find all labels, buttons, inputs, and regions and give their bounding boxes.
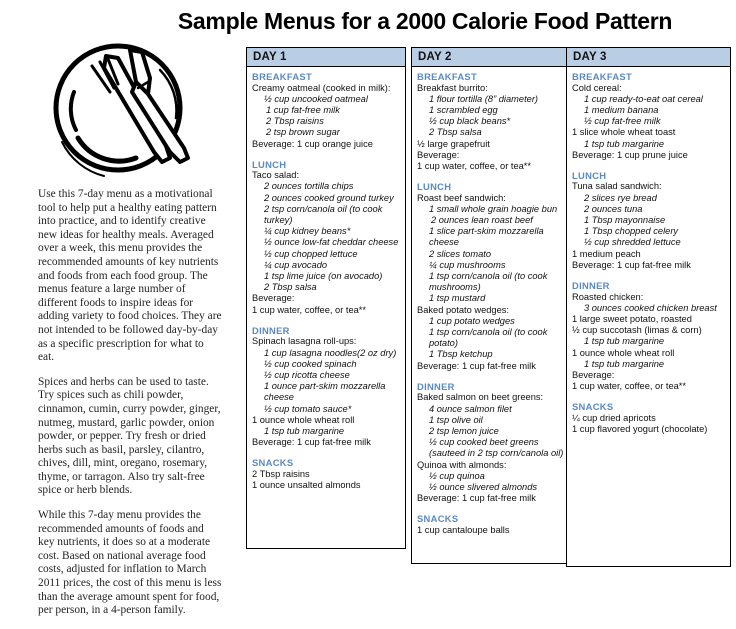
menu-line: ¼ cup avocado bbox=[264, 259, 328, 270]
meal-label-dinner: DINNER bbox=[252, 324, 290, 336]
menu-line: 1 medium peach bbox=[572, 248, 641, 259]
day-column-3 bbox=[566, 47, 731, 567]
menu-line: 4 ounce salmon filet bbox=[429, 403, 512, 414]
meal-label-snacks: SNACKS bbox=[417, 513, 459, 525]
menu-line: 1 large sweet potato, roasted bbox=[572, 313, 692, 324]
menu-line: 1 Tbsp ketchup bbox=[429, 349, 493, 360]
menu-line: 1 tsp olive oil bbox=[429, 414, 483, 425]
menu-line: Roasted chicken: bbox=[572, 291, 644, 302]
menu-line: Quinoa with almonds: bbox=[417, 459, 507, 470]
menu-line: Tuna salad sandwich: bbox=[572, 181, 662, 192]
menu-line: Spinach lasagna roll-ups: bbox=[252, 336, 357, 347]
menu-line: 2 ounces lean roast beef bbox=[431, 215, 533, 226]
intro-paragraph-1: Use this 7-day menu as a motivational tool to help put a healthy eating pattern into practice, and to identify creative new ideas for healthy meals. Averaged over a week, this menu provides the recommended amounts of key nutrients and foods from each food group. The menus feature a large number of different foods to inspire ideas for adding variety to food choices. They are not intended to be followed day-by-day as a specific prescription for what to eat. bbox=[38, 188, 222, 364]
menu-line: Beverage: bbox=[417, 149, 460, 160]
menu-line: (sauteed in 2 tsp corn/canola oil) bbox=[429, 448, 564, 459]
menu-line: 2 tsp lemon juice bbox=[429, 425, 499, 436]
menu-line: ¼ cup mushrooms bbox=[429, 259, 506, 270]
menu-line: 2 Tbsp salsa bbox=[264, 282, 317, 293]
menu-line: Beverage: 1 cup orange juice bbox=[252, 138, 373, 149]
menu-line: Beverage: 1 cup fat-free milk bbox=[252, 437, 371, 448]
menu-line: 2 Tbsp salsa bbox=[429, 127, 482, 138]
menu-line: 1 cup fat-free milk bbox=[266, 104, 340, 115]
menu-line: Breakfast burrito: bbox=[417, 82, 488, 93]
menu-line: 1 medium banana bbox=[584, 104, 659, 115]
menu-line: 2 slices rye bread bbox=[584, 192, 657, 203]
day-body-3 bbox=[566, 67, 731, 567]
menu-line: 1 scrambled egg bbox=[429, 104, 498, 115]
menu-line: 2 Tbsp raisins bbox=[252, 468, 310, 479]
menu-line: ½ ounce low-fat cheddar cheese bbox=[264, 237, 399, 248]
menu-line: Taco salad: bbox=[252, 170, 300, 181]
menu-line: ¼ cup kidney beans* bbox=[264, 226, 351, 237]
menu-line: 2 ounces tuna bbox=[584, 203, 643, 214]
menu-line: 2 ounces cooked ground turkey bbox=[264, 192, 394, 203]
day-column-1 bbox=[246, 47, 406, 549]
menu-line: 1 cup potato wedges bbox=[429, 315, 515, 326]
menu-line: ¼ cup dried apricots bbox=[572, 412, 656, 423]
menu-line: ½ cup shredded lettuce bbox=[584, 237, 681, 248]
menu-line: ½ cup quinoa bbox=[429, 470, 485, 481]
menu-line: Baked salmon on beet greens: bbox=[417, 392, 544, 403]
meal-label-snacks: SNACKS bbox=[572, 401, 614, 413]
menu-line: Baked potato wedges: bbox=[417, 304, 510, 315]
menu-line: 1 tsp corn/canola oil (to cook mushrooms) bbox=[429, 271, 548, 293]
menu-line: 2 tsp corn/canola oil (to cook turkey) bbox=[264, 203, 383, 226]
menu-line: Creamy oatmeal (cooked in milk): bbox=[252, 82, 391, 93]
menu-line: ½ cup black beans* bbox=[429, 116, 511, 127]
menu-line: 1 cup water, coffee, or tea** bbox=[417, 160, 532, 171]
menu-line: 1 ounce part-skim mozzarella cheese bbox=[264, 381, 386, 403]
menu-line: 1 cup flavored yogurt (chocolate) bbox=[572, 424, 708, 435]
day-header-3: DAY 3 bbox=[566, 47, 731, 67]
menu-line: Beverage: 1 cup prune juice bbox=[572, 149, 688, 160]
menu-line: 1 tsp lime juice (on avocado) bbox=[264, 271, 383, 282]
meal-label-lunch: LUNCH bbox=[417, 181, 452, 193]
day-header-2: DAY 2 bbox=[411, 47, 571, 67]
page-title: Sample Menus for a 2000 Calorie Food Pattern bbox=[177, 8, 673, 34]
menu-line: 2 tsp brown sugar bbox=[266, 127, 340, 138]
menu-line: 1 cup cantaloupe balls bbox=[417, 524, 510, 535]
meal-label-breakfast: BREAKFAST bbox=[417, 71, 477, 82]
menu-line: Beverage: 1 cup fat-free milk bbox=[417, 493, 536, 504]
intro-text bbox=[8, 188, 236, 618]
menu-line: 1 Tbsp mayonnaise bbox=[584, 215, 666, 226]
menu-line: 1 slice whole wheat toast bbox=[572, 127, 676, 138]
meal-label-breakfast: BREAKFAST bbox=[572, 71, 632, 82]
plate-fork-knife-icon bbox=[18, 30, 226, 180]
menu-line: ½ cup fat-free milk bbox=[584, 116, 661, 127]
menu-line: 1 ounce whole wheat roll bbox=[252, 414, 355, 425]
menu-line: 1 tsp tub margarine bbox=[584, 358, 665, 369]
menu-line: 1 tsp tub margarine bbox=[264, 425, 345, 436]
meal-label-dinner: DINNER bbox=[417, 380, 455, 392]
menu-line: Roast beef sandwich: bbox=[417, 192, 506, 203]
menu-line: 1 tsp tub margarine bbox=[584, 138, 665, 149]
meal-label-snacks: SNACKS bbox=[252, 457, 294, 469]
intro-paragraph-2: Spices and herbs can be used to taste. Try spices such as chili powder, cinnamon, cumin, curry powder, ginger, nutmeg, mustard, garlic powder, onion powder, or pepper. Try fresh or dried herbs such as basil, parsley, cilantro, chives, dill, mint, oregano, rosemary, thyme, or tarragon. Also try salt-free spice or herb blends. bbox=[38, 375, 221, 497]
menu-line: ½ cup uncooked oatmeal bbox=[264, 93, 368, 104]
menu-line: ½ ounce slivered almonds bbox=[429, 482, 538, 492]
menu-line: 2 Tbsp raisins bbox=[266, 116, 324, 127]
menu-line: 1 flour tortilla (8” diameter) bbox=[429, 93, 539, 104]
menu-line: Beverage: 1 cup fat-free milk bbox=[572, 259, 691, 270]
menu-line: Cold cereal: bbox=[572, 82, 622, 93]
menu-line: 2 slices tomato bbox=[429, 248, 492, 259]
menu-line: ½ cup chopped lettuce bbox=[264, 248, 358, 259]
menu-line: 1 Tbsp chopped celery bbox=[584, 226, 679, 237]
meal-label-breakfast: BREAKFAST bbox=[252, 71, 312, 82]
day-body-2 bbox=[411, 67, 571, 564]
intro-paragraph-3: While this 7-day menu provides the recommended amounts of foods and key nutrients, it does so at a moderate cost. Based on national average food costs, adjusted for inflation to March 2011 prices, the cost of this menu is less than the average amount spent for food, per person, in a 4-person family. bbox=[38, 509, 222, 617]
meal-label-lunch: LUNCH bbox=[572, 169, 607, 181]
menu-line: 1 slice part-skim mozzarella cheese bbox=[429, 226, 544, 248]
menu-line: 2 ounces tortilla chips bbox=[264, 181, 354, 192]
menu-line: 1 tsp corn/canola oil (to cook potato) bbox=[429, 327, 548, 349]
menu-line: 1 small whole grain hoagie bun bbox=[429, 203, 558, 214]
menu-line: 1 cup lasagna noodles(2 oz dry) bbox=[264, 347, 397, 358]
day-header-1: DAY 1 bbox=[246, 47, 406, 67]
menu-line: ½ cup tomato sauce* bbox=[264, 403, 352, 414]
menu-line: ½ cup succotash (limas & corn) bbox=[572, 325, 702, 336]
day-body-1 bbox=[246, 67, 406, 549]
menu-line: Beverage: 1 cup fat-free milk bbox=[417, 360, 536, 371]
meal-label-dinner: DINNER bbox=[572, 280, 610, 292]
menu-line: ½ cup cooked beet greens bbox=[429, 437, 539, 448]
menu-line: Beverage: bbox=[252, 293, 295, 304]
menu-line: 1 ounce whole wheat roll bbox=[572, 347, 675, 358]
menu-line: 1 cup water, coffee, or tea** bbox=[572, 381, 687, 392]
menu-line: ½ large grapefruit bbox=[417, 138, 490, 149]
meal-label-lunch: LUNCH bbox=[252, 158, 287, 170]
intro-column bbox=[8, 30, 236, 629]
menu-line: ½ cup cooked spinach bbox=[264, 358, 357, 369]
menu-line: 1 tsp mustard bbox=[429, 293, 486, 304]
menu-line: 1 tsp tub margarine bbox=[584, 336, 665, 347]
menu-line: Beverage: bbox=[572, 369, 615, 380]
menu-line: 1 cup ready-to-eat oat cereal bbox=[584, 93, 703, 104]
menu-line: 1 cup water, coffee, or tea** bbox=[252, 304, 367, 315]
menu-line: 1 ounce unsalted almonds bbox=[252, 480, 361, 491]
menu-line: ½ cup ricotta cheese bbox=[264, 369, 350, 380]
day-column-2 bbox=[411, 47, 571, 564]
menu-line: 3 ounces cooked chicken breast bbox=[584, 302, 717, 313]
